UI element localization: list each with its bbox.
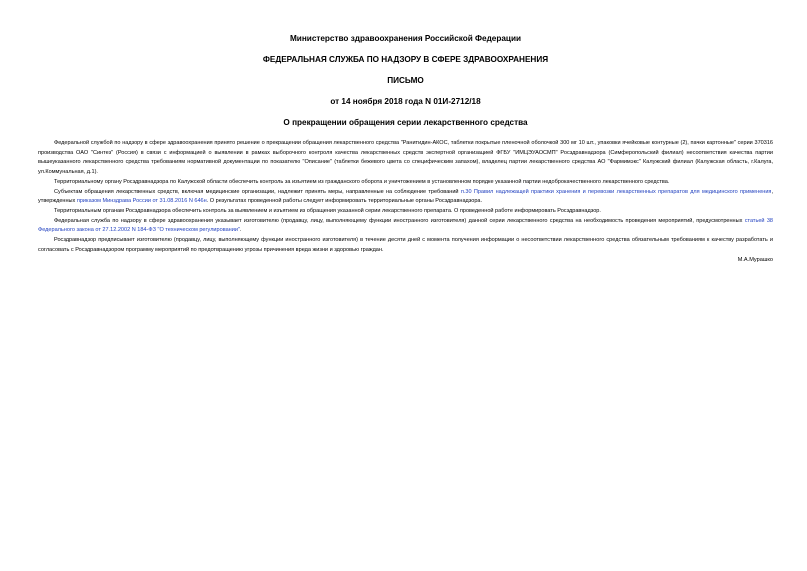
paragraph-1: Федеральной службой по надзору в сфере здравоохранения принято решение о прекращении обращения лекарственного средства "Ранитидин-АКОС, таблетки покрытые пленочной оболочкой 300 мг 10 шт., упаковки ячейковые контурные (2), пачки картонные" серии 370316 производства ОАО "Синтез" (Россия) в связи с информацией о выявлении в рамках выборочного контроля качества лекарственных средств экспертной организацией ФГБУ "ИМЦЭУАОСМП" Росздравнадзора (Симферопольский филиал) несоответствия качества партии вышеуказанного лекарственного средства требованиям нормативной документации по показателю "Описание" (таблетки бежевого цвета со специфическим запахом), владелец партии лекарственного средства АО "Фармимэкс" Калужский филиал (Калужская область, г.Калуга, ул.Коммунальная, д.1).: [38, 140, 773, 176]
paragraph-6: Росздравнадзор предписывает изготовителю (продавцу, лицу, выполняющему функции иностранного изготовителя) в течение десяти дней с момента получения информации о несоответствии лекарственного средства обязательным требованиям к качеству разработать и согласовать с Росздравнадзором программу мероприятий по предотвращению угрозы причинения вреда жизни и здоровью граждан.: [38, 237, 773, 253]
paragraph-3-text-c: . О результатах проведенной работы следует информировать территориальные органы Росздравнадзора.: [206, 198, 483, 205]
paragraph-5-text-b: .: [239, 227, 242, 234]
paragraph-4: Территориальным органам Росздравнадзора обеспечить контроль за выявлением и изъятием из обращения указанной серии лекарственного препарата. О проведенной работе информировать Росздравнадзор.: [54, 207, 601, 214]
document-type: ПИСЬМО: [387, 76, 424, 85]
document-number: от 14 ноября 2018 года N 01И-2712/18: [330, 97, 481, 106]
signature: М.А.Мурашко: [737, 257, 773, 264]
document-body: [38, 139, 773, 255]
paragraph-2: Территориальному органу Росздравнадзора по Калужской области обеспечить контроль за изъятием из гражданского оборота и уничтожением в установленном порядке указанной партии недоброкачественного лекарственного средства.: [54, 178, 670, 185]
rules-storage-link[interactable]: п.30 Правил надлежащей практики хранения и перевозки лекарственных препаратов для медицинского применения: [460, 188, 772, 195]
ministry-order-link[interactable]: приказом Минздрава России от 31.08.2016 N 646н: [76, 198, 207, 205]
ministry-name: Министерство здравоохранения Российской Федерации: [289, 34, 522, 43]
paragraph-3-text-b: , утвержденных: [38, 188, 773, 205]
paragraph-3: [38, 188, 773, 207]
paragraph-5: [38, 217, 773, 236]
document-subject: О прекращении обращения серии лекарственного средства: [283, 118, 528, 127]
paragraph-3-text-a: Субъектам обращения лекарственных средств, включая медицинские организации, надлежит принять меры, направленные на соблюдение требований: [54, 188, 461, 195]
agency-name: ФЕДЕРАЛЬНАЯ СЛУЖБА ПО НАДЗОРУ В СФЕРЕ ЗДРАВООХРАНЕНИЯ: [262, 55, 549, 64]
paragraph-5-text-a: Федеральная служба по надзору в сфере здравоохранения указывает изготовителю (продавцу, лицу, выполняющему функции иностранного изготовителя) данной серии лекарственного средства на необходимость проведения мероприятий, предусмотренных: [54, 217, 745, 224]
federal-law-link[interactable]: статьей 38 Федерального закона от 27.12.2002 N 184-ФЗ "О техническом регулировании": [38, 217, 773, 234]
